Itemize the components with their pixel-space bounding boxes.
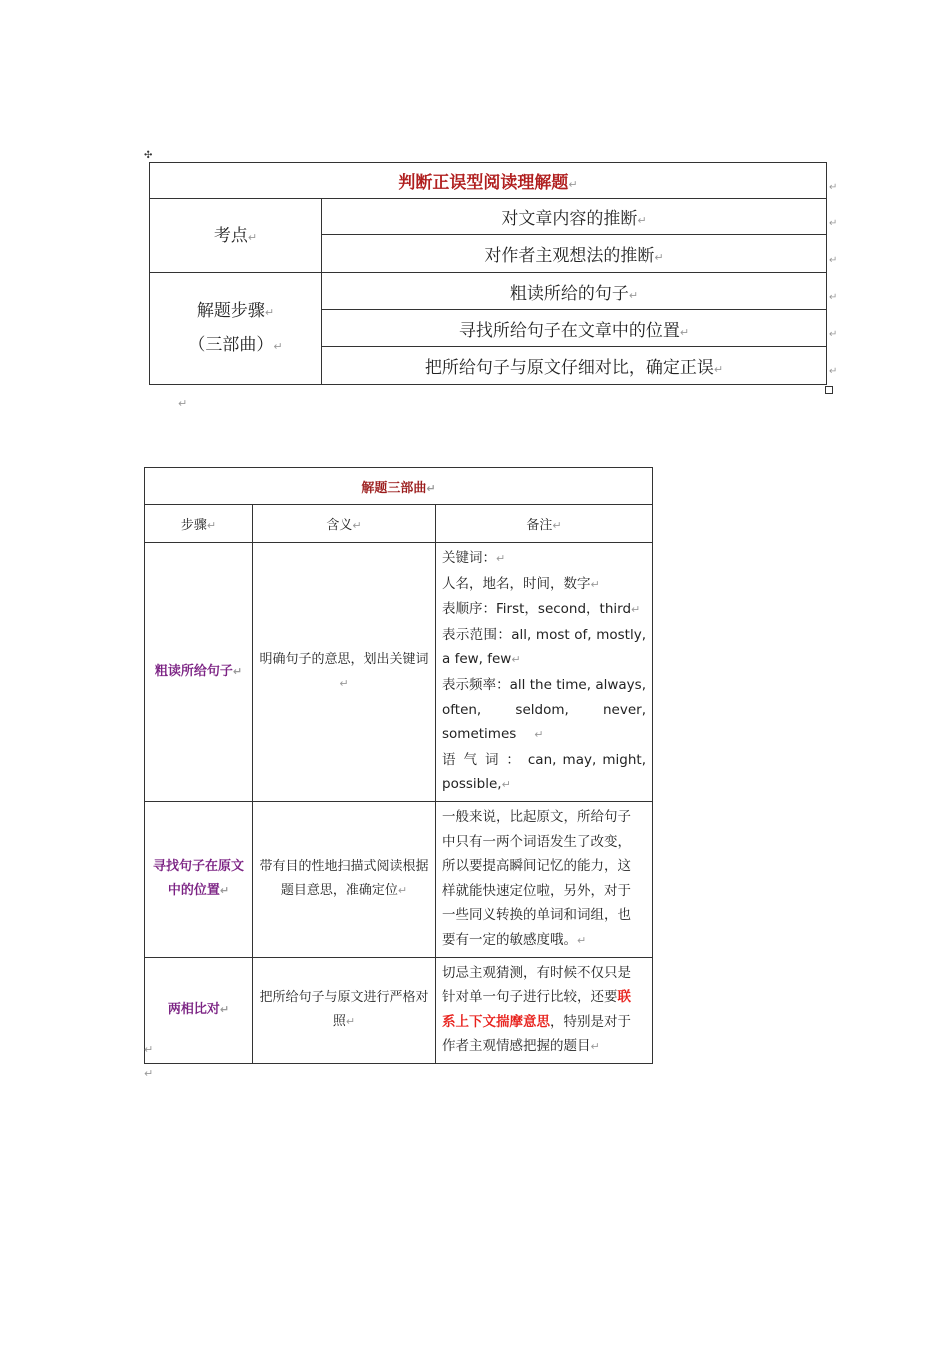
table2-title: 解题三部曲: [361, 480, 427, 496]
paragraph-mark: ↵: [144, 1067, 154, 1080]
meaning-cell: 明确句子的意思，划出关键词↵: [253, 543, 436, 802]
paragraph-mark: ↵: [178, 397, 188, 410]
notes-cell: 切忌主观猜测，有时候不仅只是 针对单一句子进行比较，还要联 系上下文揣摩意思，特别是对于 作者主观情感把握的题目↵: [436, 957, 653, 1063]
step-item: 寻找所给句子在文章中的位置↵: [322, 310, 827, 347]
three-steps-table: [144, 467, 653, 1064]
meaning-cell: 把所给句子与原文进行严格对照↵: [253, 957, 436, 1063]
reading-summary-table: [149, 162, 827, 385]
row-end-mark: ↵: [829, 182, 838, 193]
step-item: 粗读所给的句子↵: [322, 273, 827, 310]
steps-label: 解题步骤: [196, 300, 265, 321]
row-end-mark: ↵: [829, 218, 838, 229]
column-header-step: 步骤↵: [145, 505, 253, 543]
step-cell: 粗读所给句子↵: [145, 543, 253, 802]
table-anchor-icon[interactable]: ✣: [144, 150, 153, 161]
table2-title-cell: 解题三部曲↵: [145, 468, 653, 505]
kaodian-label: 考点: [213, 225, 248, 246]
highlight-text: 系上下文揣摩意思: [442, 1013, 550, 1030]
steps-sublabel: （三部曲）: [188, 334, 274, 355]
table-row: [145, 957, 653, 1063]
paragraph-mark: ↵: [144, 1043, 154, 1056]
row-end-mark: ↵: [829, 329, 838, 340]
row-end-mark: ↵: [829, 255, 838, 266]
highlight-text: 联: [617, 989, 631, 1006]
kaodian-item: 对作者主观想法的推断↵: [322, 235, 827, 273]
table1-title: 判断正误型阅读理解题: [398, 173, 569, 193]
kaodian-item: 对文章内容的推断↵: [322, 199, 827, 235]
table1-title-cell: 判断正误型阅读理解题↵: [150, 163, 827, 199]
step-cell: 两相比对↵: [145, 957, 253, 1063]
column-header-notes: 备注↵: [436, 505, 653, 543]
kaodian-label-cell: 考点↵: [150, 199, 322, 273]
step-cell: 寻找句子在原文中的位置↵: [145, 801, 253, 957]
table-resize-handle[interactable]: [825, 386, 833, 394]
column-header-meaning: 含义↵: [253, 505, 436, 543]
meaning-cell: 带有目的性地扫描式阅读根据题目意思，准确定位↵: [253, 801, 436, 957]
steps-label-cell: 解题步骤↵ （三部曲）↵: [150, 273, 322, 385]
table-row: [145, 543, 653, 802]
notes-cell: 关键词：↵ 人名，地名，时间，数字↵ 表顺序：First，second，third↵ 表示范围：all, most of, mostly, a few, few↵ 表示频率：all the time, always, often, seldom, never, sometimes ↵ 语 气 词 ： can, may, might, possible,↵: [436, 543, 653, 802]
step-item: 把所给句子与原文仔细对比，确定正误↵: [322, 347, 827, 385]
table-row: [145, 801, 653, 957]
row-end-mark: ↵: [829, 292, 838, 303]
row-end-mark: ↵: [829, 366, 838, 377]
notes-cell: 一般来说，比起原文，所给句子 中只有一两个词语发生了改变， 所以要提高瞬间记忆的能力，这 样就能快速定位啦，另外，对于 一些同义转换的单词和词组，也 要有一定的敏感度哦。↵: [436, 801, 653, 957]
